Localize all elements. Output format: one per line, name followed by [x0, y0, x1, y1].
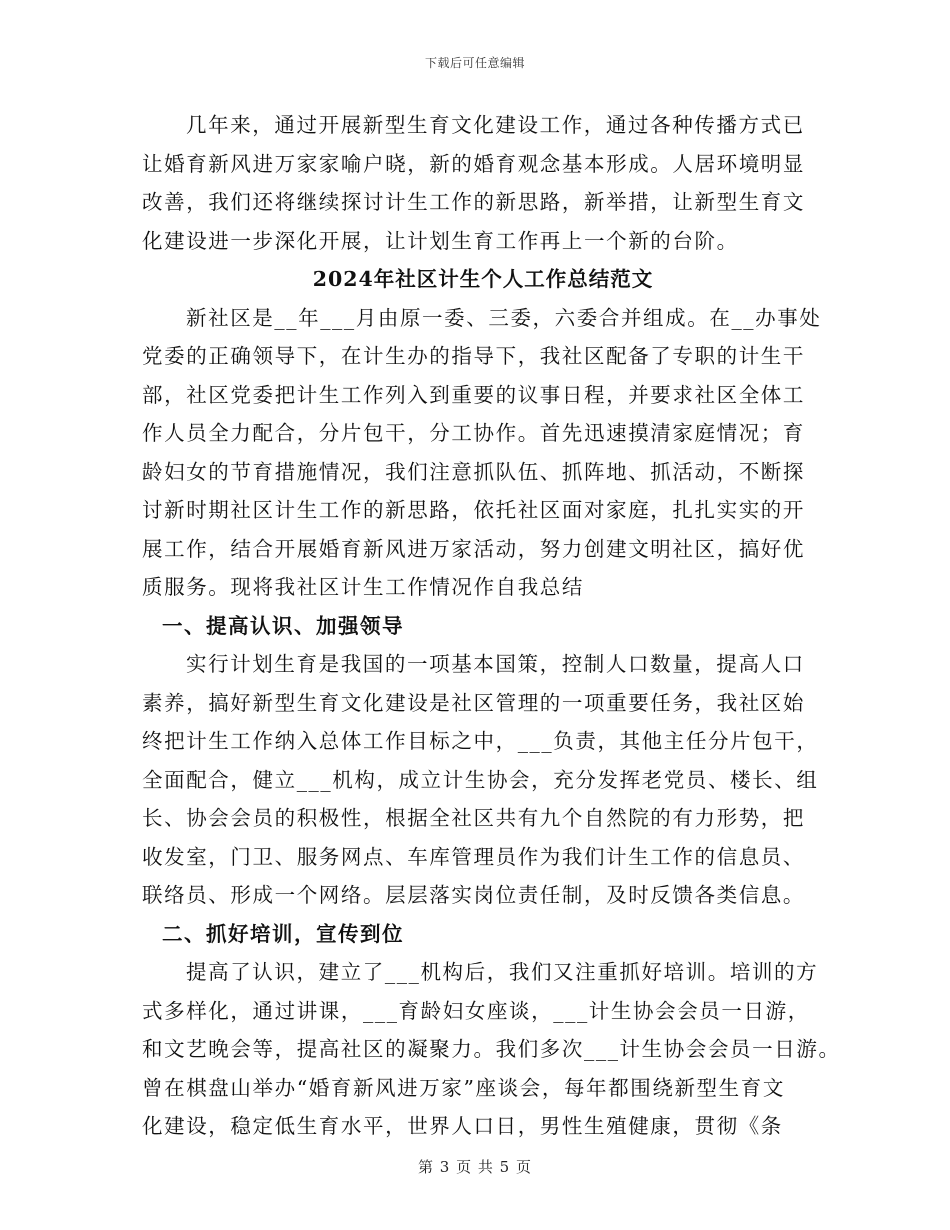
text-line: 终把计生工作纳入总体工作目标之中，___负责，其他主任分片包干， — [142, 729, 819, 753]
text-line: 实行计划生育是我国的一项基本国策，控制人口数量，提高人口 — [186, 652, 805, 676]
text-line: 讨新时期社区计生工作的新思路，依托社区面对家庭，扎扎实实的开 — [142, 498, 805, 522]
text-line: 联络员、形成一个网络。层层落实岗位责任制，及时反馈各类信息。 — [142, 883, 805, 907]
text-line: 化建设，稳定低生育水平，世界人口日，男性生殖健康，贯彻《条 — [142, 1114, 783, 1138]
text-line: 和文艺晚会等，提高社区的凝聚力。我们多次___计生协会会员一日游。 — [142, 1037, 841, 1061]
text-line: 改善，我们还将继续探讨计生工作的新思路，新举措，让新型生育文 — [142, 190, 805, 214]
text-line: 龄妇女的节育措施情况，我们注意抓队伍、抓阵地、抓活动，不断探 — [142, 459, 805, 484]
text-line: 党委的正确领导下，在计生办的指导下，我社区配备了专职的计生干 — [142, 344, 805, 368]
text-line: 曾在棋盘山举办“婚育新风进万家”座谈会，每年都围绕新型生育文 — [142, 1075, 785, 1100]
text-line: 部，社区党委把计生工作列入到重要的议事日程，并要求社区全体工 — [142, 382, 805, 407]
document-body — [142, 106, 841, 1146]
text-line: 式多样化，通过讲课，___育龄妇女座谈，___计生协会会员一日游， — [142, 998, 810, 1023]
text-line: 质服务。现将我社区计生工作情况作自我总结 — [142, 575, 584, 599]
section-heading: 二、抓好培训，宣传到位 — [162, 921, 404, 946]
text-line: 几年来，通过开展新型生育文化建设工作，通过各种传播方式已 — [186, 113, 805, 137]
text-line: 化建设进一步深化开展，让计划生育工作再上一个新的台阶。 — [142, 228, 739, 253]
text-line: 素养，搞好新型生育文化建设是社区管理的一项重要任务，我社区始 — [142, 690, 805, 715]
text-line: 长、协会会员的积极性，根据全社区共有九个自然院的有力形势，把 — [142, 806, 805, 830]
text-line: 展工作，结合开展婚育新风进万家活动，努力创建文明社区，搞好优 — [142, 536, 805, 561]
text-line: 全面配合，健立___机构，成立计生协会，充分发挥老党员、楼长、组 — [142, 767, 819, 792]
text-line: 收发室，门卫、服务网点、车库管理员作为我们计生工作的信息员、 — [142, 844, 805, 869]
article-title: 2024年社区计生个人工作总结范文 — [312, 267, 654, 291]
page-number: 第 3 页 共 5 页 — [418, 1158, 532, 1176]
text-line: 提高了认识，建立了___机构后，我们又注重抓好培训。培训的方 — [186, 960, 819, 984]
header-note: 下载后可任意编辑 — [424, 56, 525, 70]
text-line: 让婚育新风进万家家喻户晓，新的婚育观念基本形成。人居环境明显 — [142, 151, 805, 176]
section-heading: 一、提高认识、加强领导 — [162, 613, 404, 638]
text-line: 作人员全力配合，分片包干，分工协作。首先迅速摸清家庭情况；育 — [142, 421, 805, 445]
text-line: 新社区是__年___月由原一委、三委，六委合并组成。在__办事处 — [186, 305, 822, 330]
